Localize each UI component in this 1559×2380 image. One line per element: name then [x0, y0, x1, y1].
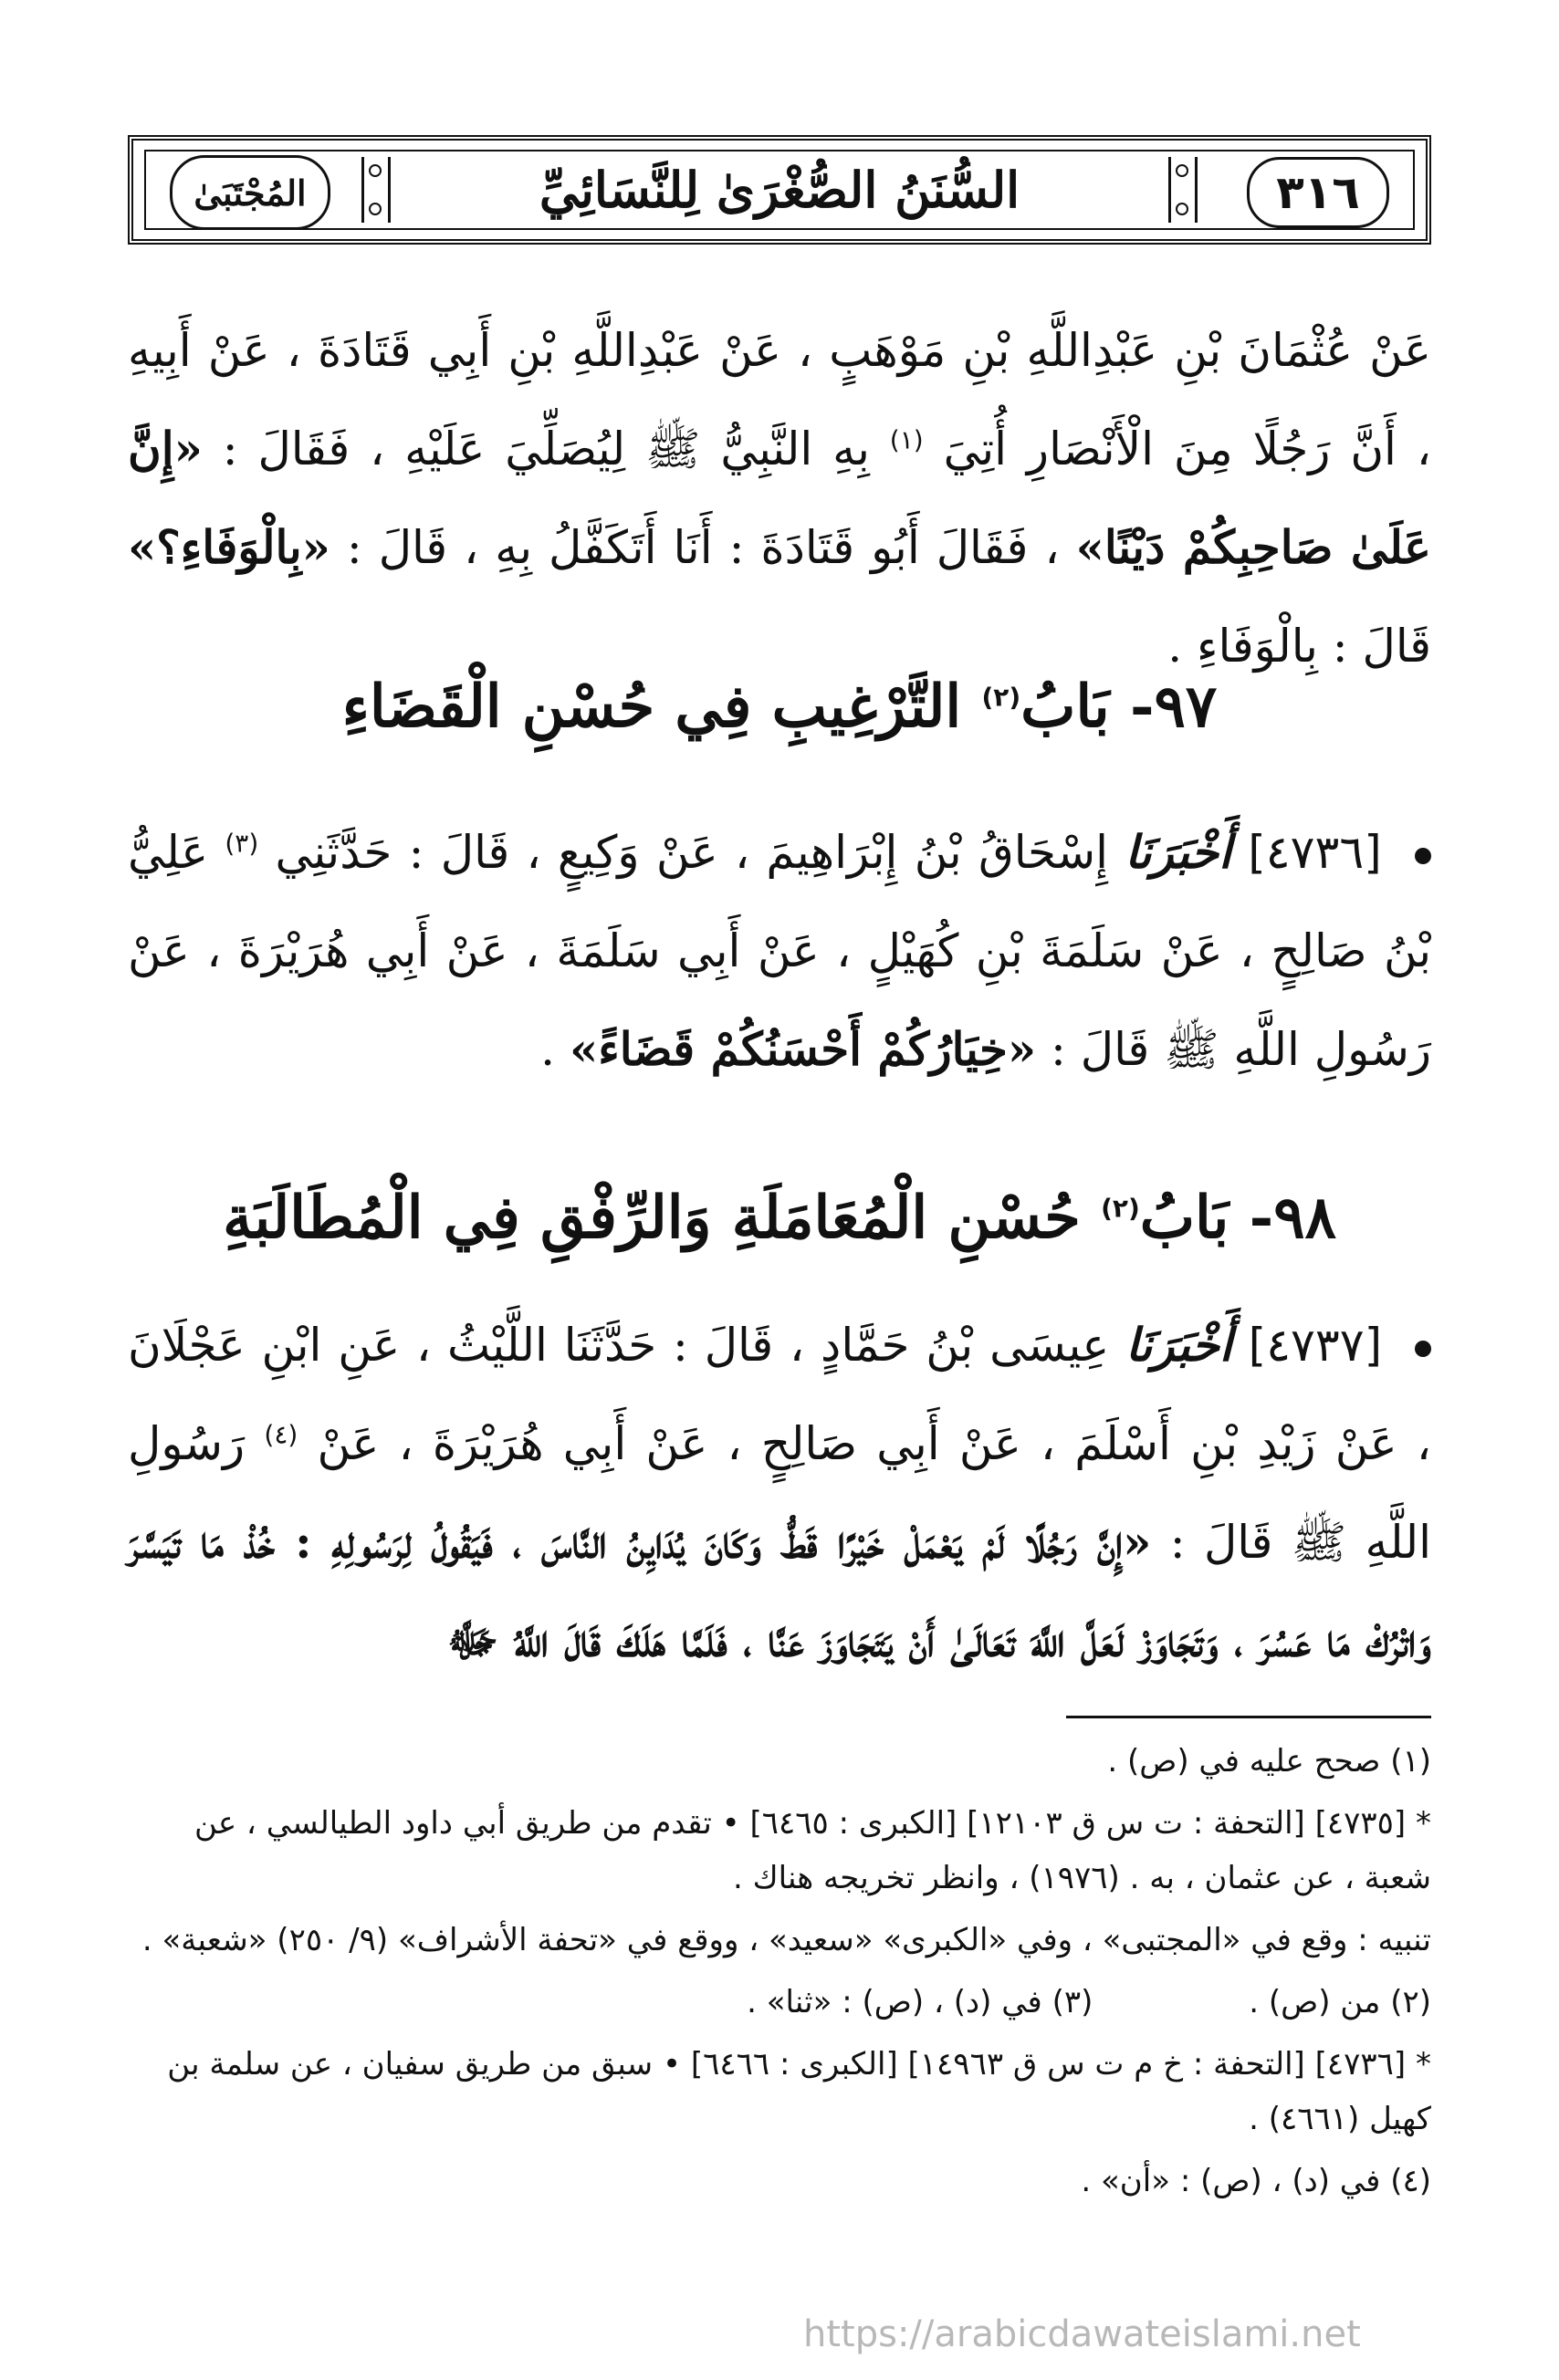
bullet-icon	[1415, 848, 1431, 864]
chapter-bab: بَابُ	[1020, 673, 1110, 741]
takhrij-4736: * [٤٧٣٦] [التحفة : خ م ت س ق ١٤٩٦٣] [الكبرى : ٦٤٦٦] • سبق من طريق سفيان ، عن سلمة بن كهيل (٤٦٦١) .	[167, 2046, 1431, 2137]
series-badge: المُجْتَبَىٰ	[170, 155, 330, 230]
prophetic-quote: «إِنَّ عَلَىٰ صَاحِبِكُمْ دَيْنًا»	[128, 422, 1431, 574]
chapter-number: ٩٧-	[1129, 673, 1218, 741]
footnote-3: (٣) في (د) ، (ص) : «ثنا» .	[747, 1984, 1093, 2020]
footnote-1: (١) صحح عليه في (ص) .	[1107, 1743, 1431, 1780]
footnote-ref: (٤)	[264, 1419, 298, 1450]
text-run: بِهِ النَّبِيُّ ﷺ لِيُصَلِّيَ عَلَيْهِ ، فَقَالَ :	[222, 423, 870, 475]
prophetic-quote: «بِالْوَفَاءِ؟»	[128, 520, 330, 574]
chapter-title-text: حُسْنِ الْمُعَامَلَةِ وَالرِّفْقِ فِي الْمُطَالَبَةِ	[223, 1184, 1081, 1252]
footnote-2: (٢) من (ص) .	[1249, 1984, 1431, 2020]
footnote-pair	[128, 1975, 1431, 2030]
footnote-ref: (٢)	[1101, 1193, 1140, 1224]
bullet-icon	[1415, 1341, 1431, 1357]
text-run: ، فَقَالَ أَبُو قَتَادَةَ : أَنَا أَتَكَفَّلُ بِهِ ، قَالَ :	[346, 521, 1060, 574]
footnote-ref: (١)	[889, 424, 924, 455]
chapter-number: ٩٨-	[1249, 1184, 1336, 1252]
chapter-bab: بَابُ	[1139, 1184, 1229, 1252]
hadith-4736	[128, 803, 1431, 1099]
footnote-ref: (٣)	[225, 828, 259, 859]
header-ornament-icon	[361, 157, 391, 223]
footnote-ref: (٢)	[981, 682, 1021, 713]
hadith-text-continued	[128, 301, 1431, 695]
hadith-number: [٤٧٣٦]	[1248, 826, 1382, 879]
hadith-number: [٤٧٣٧]	[1248, 1319, 1383, 1372]
footnotes	[128, 1734, 1431, 2216]
header-ornament-icon	[1168, 157, 1198, 223]
text-run: قَالَ : بِالْوَفَاءِ .	[1167, 620, 1431, 673]
running-title: السُّنَنُ الصُّغْرَىٰ لِلنَّسَائِيِّ	[539, 161, 1020, 219]
hadith-4737	[128, 1296, 1431, 1690]
running-header	[128, 135, 1431, 245]
text-run: إِسْحَاقُ بْنُ إِبْرَاهِيمَ ، عَنْ وَكِيعٍ ، قَالَ : حَدَّثَنِي	[275, 826, 1109, 879]
chapter-heading-98	[128, 1177, 1431, 1259]
text-run: .	[540, 1023, 556, 1076]
narration-word: أَخْبَرَنَا	[1125, 1318, 1232, 1372]
text-run: عَنْ عُثْمَانَ بْنِ عَبْدِاللَّهِ بْنِ مَوْهَبٍ ، عَنْ عَبْدِاللَّهِ بْنِ أَبِي قَتَادَةَ ، عَنْ أَبِيهِ ، أَنَّ رَجُلًا مِنَ الْأَنْصَارِ أُتِيَ	[128, 324, 1431, 475]
narration-word: أَخْبَرَنَا	[1125, 825, 1231, 879]
footnote-4: (٤) في (د) ، (ص) : «أن» .	[1081, 2163, 1431, 2199]
takhrij-4735: * [٤٧٣٥] [التحفة : ت س ق ١٢١٠٣] [الكبرى : ٦٤٦٥] • تقدم من طريق أبي داود الطيالسي ، عن شعبة ، عن عثمان ، به . (١٩٧٦) ، وانظر تخريجه هناك .	[194, 1805, 1431, 1896]
prophetic-quote: «إِنَّ رَجُلًا لَمْ يَعْمَلْ خَيْرًا قَطُّ وَكَانَ يُدَايِنُ النَّاسَ ، فَيَقُولُ لِرَسُولِهِ : خُذْ مَا تَيَسَّرَ وَاتْرُكْ مَا عَسُرَ ، وَتَجَاوَزْ لَعَلَّ اللَّهَ تَعَالَىٰ أَنْ يَتَجَاوَزَ عَنَّا ، فَلَمَّا هَلَكَ قَالَ اللَّهُ ﷻ	[128, 1515, 1431, 1667]
text-run: رَسُولِ اللَّهِ ﷺ قَالَ :	[128, 1417, 1431, 1569]
text-run: عِيسَى بْنُ حَمَّادٍ ، قَالَ : حَدَّثَنَا اللَّيْثُ ، عَنِ ابْنِ عَجْلَانَ ، عَنْ زَيْدِ بْنِ أَسْلَمَ ، عَنْ أَبِي صَالِحٍ ، عَنْ أَبِي هُرَيْرَةَ ، عَنْ	[128, 1319, 1431, 1470]
chapter-title-text: التَّرْغِيبِ فِي حُسْنِ الْقَضَاءِ	[341, 673, 962, 741]
footnote-note: تنبيه : وقع في «المجتبى» ، وفي «الكبرى» «سعيد» ، ووقع في «تحفة الأشراف» (٩/ ٢٥٠) «شعبة» .	[141, 1922, 1431, 1958]
prophetic-quote: «خِيَارُكُمْ أَحْسَنُكُمْ قَضَاءً»	[569, 1022, 1037, 1076]
watermark-url: https://arabicdawateislami.net	[803, 2313, 1361, 2355]
text-run: عَلِيُّ بْنُ صَالِحٍ ، عَنْ سَلَمَةَ بْنِ كُهَيْلٍ ، عَنْ أَبِي سَلَمَةَ ، عَنْ أَبِي هُرَيْرَةَ ، عَنْ رَسُولِ اللَّهِ ﷺ قَالَ :	[128, 826, 1431, 1076]
page-number: ٣١٦	[1247, 157, 1389, 228]
footnote-divider	[1066, 1716, 1431, 1718]
chapter-heading-97	[128, 666, 1431, 748]
